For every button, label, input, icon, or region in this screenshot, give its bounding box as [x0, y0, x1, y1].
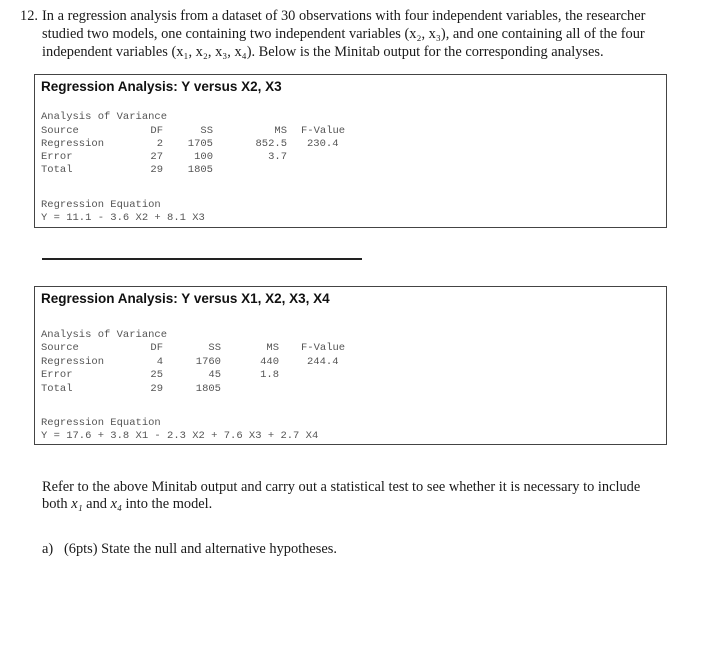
model-1-row-source: Regression	[41, 138, 105, 150]
model-1-row-ms: 852.5	[255, 138, 287, 150]
model-1-header-ss: SS	[200, 125, 213, 137]
problem-line-3: independent variables (x₁, x₂, x₃, x₄). Below is the Minitab output for the corresponding analyses.	[42, 44, 604, 60]
refer-line-1: Refer to the above Minitab output and carry out a statistical test to see whether it is necessary to include	[42, 479, 641, 495]
model-1-row-source: Total	[41, 164, 73, 176]
model-2-anova-label: Analysis of Variance	[41, 329, 168, 341]
model-1-header-df: DF	[150, 125, 163, 137]
model-1-header-source: Source	[41, 125, 79, 137]
minitab-output-model-2	[34, 286, 667, 445]
model-1-equation: Y = 11.1 - 3.6 X2 + 8.1 X3	[41, 212, 205, 224]
minitab-output-model-1	[34, 74, 667, 228]
model-2-header-source: Source	[41, 342, 79, 354]
model-2-row-source: Error	[41, 369, 73, 381]
model-1-header-f: F-Value	[301, 125, 346, 137]
part-a-question: a) (6pts) State the null and alternative hypotheses.	[42, 541, 337, 557]
refer-text: both	[42, 496, 72, 512]
model-2-row-ms: 1.8	[260, 369, 279, 381]
model-2-row-source: Total	[41, 383, 73, 395]
model-1-row-ss: 1705	[187, 138, 213, 150]
model-2-row-df: 4	[156, 356, 163, 368]
model-1-equation-label: Regression Equation	[41, 199, 161, 211]
model-2-row-source: Regression	[41, 356, 105, 368]
model-1-row-df: 2	[156, 138, 163, 150]
model-2-equation-label: Regression Equation	[41, 417, 161, 429]
problem-line-2: studied two models, one containing two independent variables (x₂, x₃), and one containing all of the four	[42, 26, 645, 42]
problem-number: 12.	[20, 8, 38, 24]
model-2-header-ms: MS	[266, 342, 279, 354]
model-2-row-ms: 440	[260, 356, 279, 368]
variable-x4: x₄	[110, 496, 122, 512]
model-1-header-ms: MS	[274, 125, 287, 137]
model-2-row-df: 25	[150, 369, 163, 381]
model-1-row-source: Error	[41, 151, 73, 163]
model-1-row-df: 27	[150, 151, 163, 163]
model-1-row-df: 29	[150, 164, 163, 176]
model-2-header-ss: SS	[208, 342, 221, 354]
model-1-row-ss: 1805	[187, 164, 213, 176]
model-1-row-ms: 3.7	[268, 151, 287, 163]
refer-text: and	[82, 496, 111, 512]
separator-rule	[42, 258, 362, 260]
model-1-anova-label: Analysis of Variance	[41, 111, 168, 123]
refer-line-2	[42, 496, 212, 514]
refer-text: into the model.	[121, 496, 213, 512]
model-2-title: Regression Analysis: Y versus X1, X2, X3, X4	[41, 291, 330, 306]
model-1-row-f: 230.4	[307, 138, 339, 150]
problem-line-1: In a regression analysis from a dataset of 30 observations with four independent variables, the researcher	[42, 8, 646, 24]
model-1-title: Regression Analysis: Y versus X2, X3	[41, 79, 282, 94]
model-1-row-ss: 100	[194, 151, 213, 163]
model-2-row-ss: 1760	[195, 356, 221, 368]
model-2-row-df: 29	[150, 383, 163, 395]
model-2-equation: Y = 17.6 + 3.8 X1 - 2.3 X2 + 7.6 X3 + 2.7 X4	[41, 430, 319, 442]
variable-x1: x₁	[71, 496, 83, 512]
model-2-row-f: 244.4	[307, 356, 339, 368]
model-2-row-ss: 45	[208, 369, 221, 381]
model-2-header-df: DF	[150, 342, 163, 354]
model-2-header-f: F-Value	[301, 342, 346, 354]
model-2-row-ss: 1805	[195, 383, 221, 395]
